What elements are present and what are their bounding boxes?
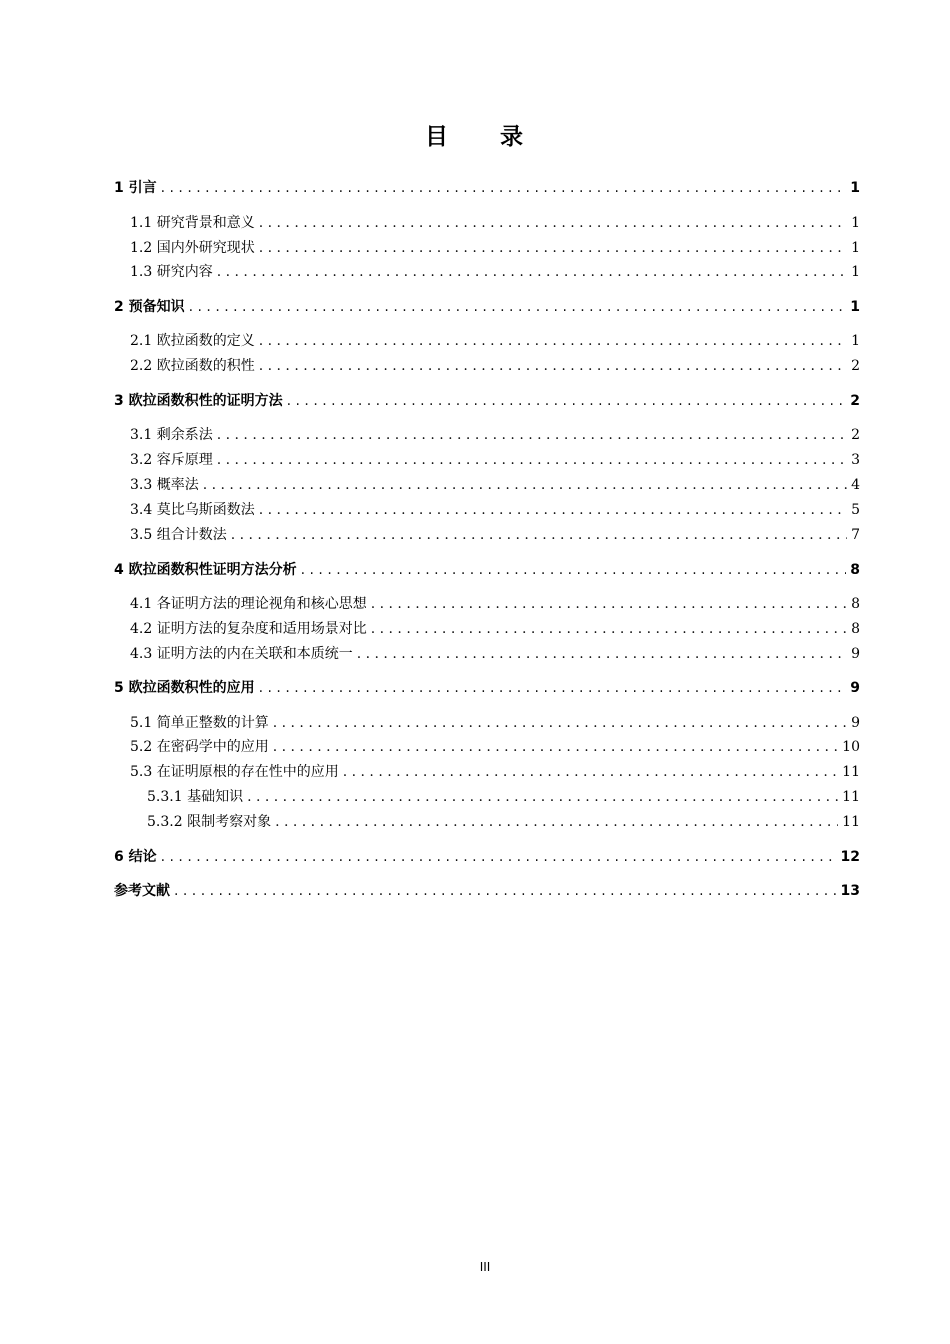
toc-entry-5-3[interactable] [130,761,860,783]
toc-entry-label: 1.2 国内外研究现状 [130,240,255,256]
toc-entry-label: 1 引言 [114,180,157,196]
toc-entry-page: 4 [851,477,860,493]
toc-entry-page: 7 [851,527,860,543]
toc-entry-label: 6 结论 [114,849,157,865]
toc-entry-page: 9 [850,680,860,696]
toc-entry-4-1[interactable] [130,593,860,615]
toc-entry-5-2[interactable] [130,736,860,758]
toc-entry-page: 2 [850,393,860,409]
toc-entry-page: 2 [851,358,860,374]
toc-entry-label: 5.3 在证明原根的存在性中的应用 [130,764,339,780]
toc-leader-dots [301,559,847,581]
toc-leader-dots [275,811,838,833]
toc-entry-label: 4.1 各证明方法的理论视角和核心思想 [130,596,367,612]
toc-leader-dots [217,424,847,446]
toc-entry-label: 1.3 研究内容 [130,264,213,280]
toc-leader-dots [259,212,847,234]
toc-entry-label: 3 欧拉函数积性的证明方法 [114,393,283,409]
toc-entry-page: 5 [851,502,860,518]
toc-entry-1-1[interactable] [130,212,860,234]
toc-entry-page: 1 [851,264,860,280]
toc-entry-chapter-3[interactable] [114,390,860,412]
toc-entry-5-3-2[interactable] [147,811,860,833]
toc-entry-3-1[interactable] [130,424,860,446]
toc-entry-page: 10 [842,739,860,755]
toc-leader-dots [259,330,847,352]
toc-entry-references[interactable] [114,880,860,902]
toc-leader-dots [161,846,837,868]
toc-entry-page: 1 [851,215,860,231]
toc-entry-page: 9 [851,646,860,662]
toc-entry-page: 2 [851,427,860,443]
toc-entry-label: 3.1 剩余系法 [130,427,213,443]
toc-entry-chapter-2[interactable] [114,296,860,318]
toc-entry-page: 11 [842,789,860,805]
toc-entry-label: 2.1 欧拉函数的定义 [130,333,255,349]
toc-entry-label: 3.2 容斥原理 [130,452,213,468]
toc-entry-label: 2.2 欧拉函数的积性 [130,358,255,374]
toc-entry-page: 1 [850,299,860,315]
toc-leader-dots [259,237,847,259]
toc-leader-dots [203,474,847,496]
page-title: 目 录 [424,124,545,150]
toc-leader-dots [259,355,847,377]
toc-entry-4-3[interactable] [130,643,860,665]
toc-entry-3-3[interactable] [130,474,860,496]
toc-entry-chapter-1[interactable] [114,177,860,199]
toc-entry-label: 3.3 概率法 [130,477,199,493]
toc-entry-1-3[interactable] [130,261,860,283]
toc-entry-chapter-5[interactable] [114,677,860,699]
toc-entry-label: 4 欧拉函数积性证明方法分析 [114,562,297,578]
toc-entry-page: 1 [851,333,860,349]
toc-entry-label: 参考文献 [114,883,170,899]
toc-entry-page: 9 [851,715,860,731]
toc-entry-label: 5.3.1 基础知识 [147,789,244,805]
toc-entry-chapter-6[interactable] [114,846,860,868]
toc-entry-3-4[interactable] [130,499,860,521]
toc-leader-dots [231,524,847,546]
page-number: III [479,1260,491,1274]
toc-entry-label: 5.2 在密码学中的应用 [130,739,269,755]
toc-entry-4-2[interactable] [130,618,860,640]
toc-entry-page: 8 [851,621,860,637]
toc-leader-dots [287,390,847,412]
toc-leader-dots [161,177,847,199]
toc-entry-label: 5.1 简单正整数的计算 [130,715,269,731]
toc-entry-page: 1 [850,180,860,196]
toc-leader-dots [247,786,838,808]
toc-entry-label: 2 预备知识 [114,299,185,315]
toc-entry-label: 5.3.2 限制考察对象 [147,814,272,830]
toc-leader-dots [189,296,847,318]
toc-entry-chapter-4[interactable] [114,559,860,581]
toc-entry-page: 11 [842,764,860,780]
toc-entry-label: 3.4 莫比乌斯函数法 [130,502,255,518]
toc-leader-dots [259,499,847,521]
toc-entry-page: 8 [851,596,860,612]
toc-entry-page: 8 [850,562,860,578]
toc-entry-label: 3.5 组合计数法 [130,527,227,543]
toc-leader-dots [371,618,847,640]
toc-leader-dots [217,449,847,471]
toc-entry-2-1[interactable] [130,330,860,352]
toc-entry-label: 1.1 研究背景和意义 [130,215,255,231]
toc-entry-label: 4.2 证明方法的复杂度和适用场景对比 [130,621,367,637]
toc-entry-page: 12 [840,849,860,865]
toc-entry-2-2[interactable] [130,355,860,377]
toc-entry-3-5[interactable] [130,524,860,546]
toc-leader-dots [174,880,837,902]
toc-entry-5-1[interactable] [130,712,860,734]
toc-entry-label: 5 欧拉函数积性的应用 [114,680,255,696]
toc-entry-1-2[interactable] [130,237,860,259]
toc-leader-dots [273,736,838,758]
toc-entry-page: 11 [842,814,860,830]
toc-leader-dots [217,261,847,283]
toc-leader-dots [371,593,847,615]
toc-entry-page: 1 [851,240,860,256]
toc-entry-page: 3 [851,452,860,468]
toc-leader-dots [357,643,847,665]
toc-leader-dots [343,761,838,783]
toc-entry-3-2[interactable] [130,449,860,471]
toc-entry-label: 4.3 证明方法的内在关联和本质统一 [130,646,353,662]
toc-entry-page: 13 [840,883,860,899]
toc-leader-dots [273,712,847,734]
toc-leader-dots [259,677,847,699]
toc-entry-5-3-1[interactable] [147,786,860,808]
